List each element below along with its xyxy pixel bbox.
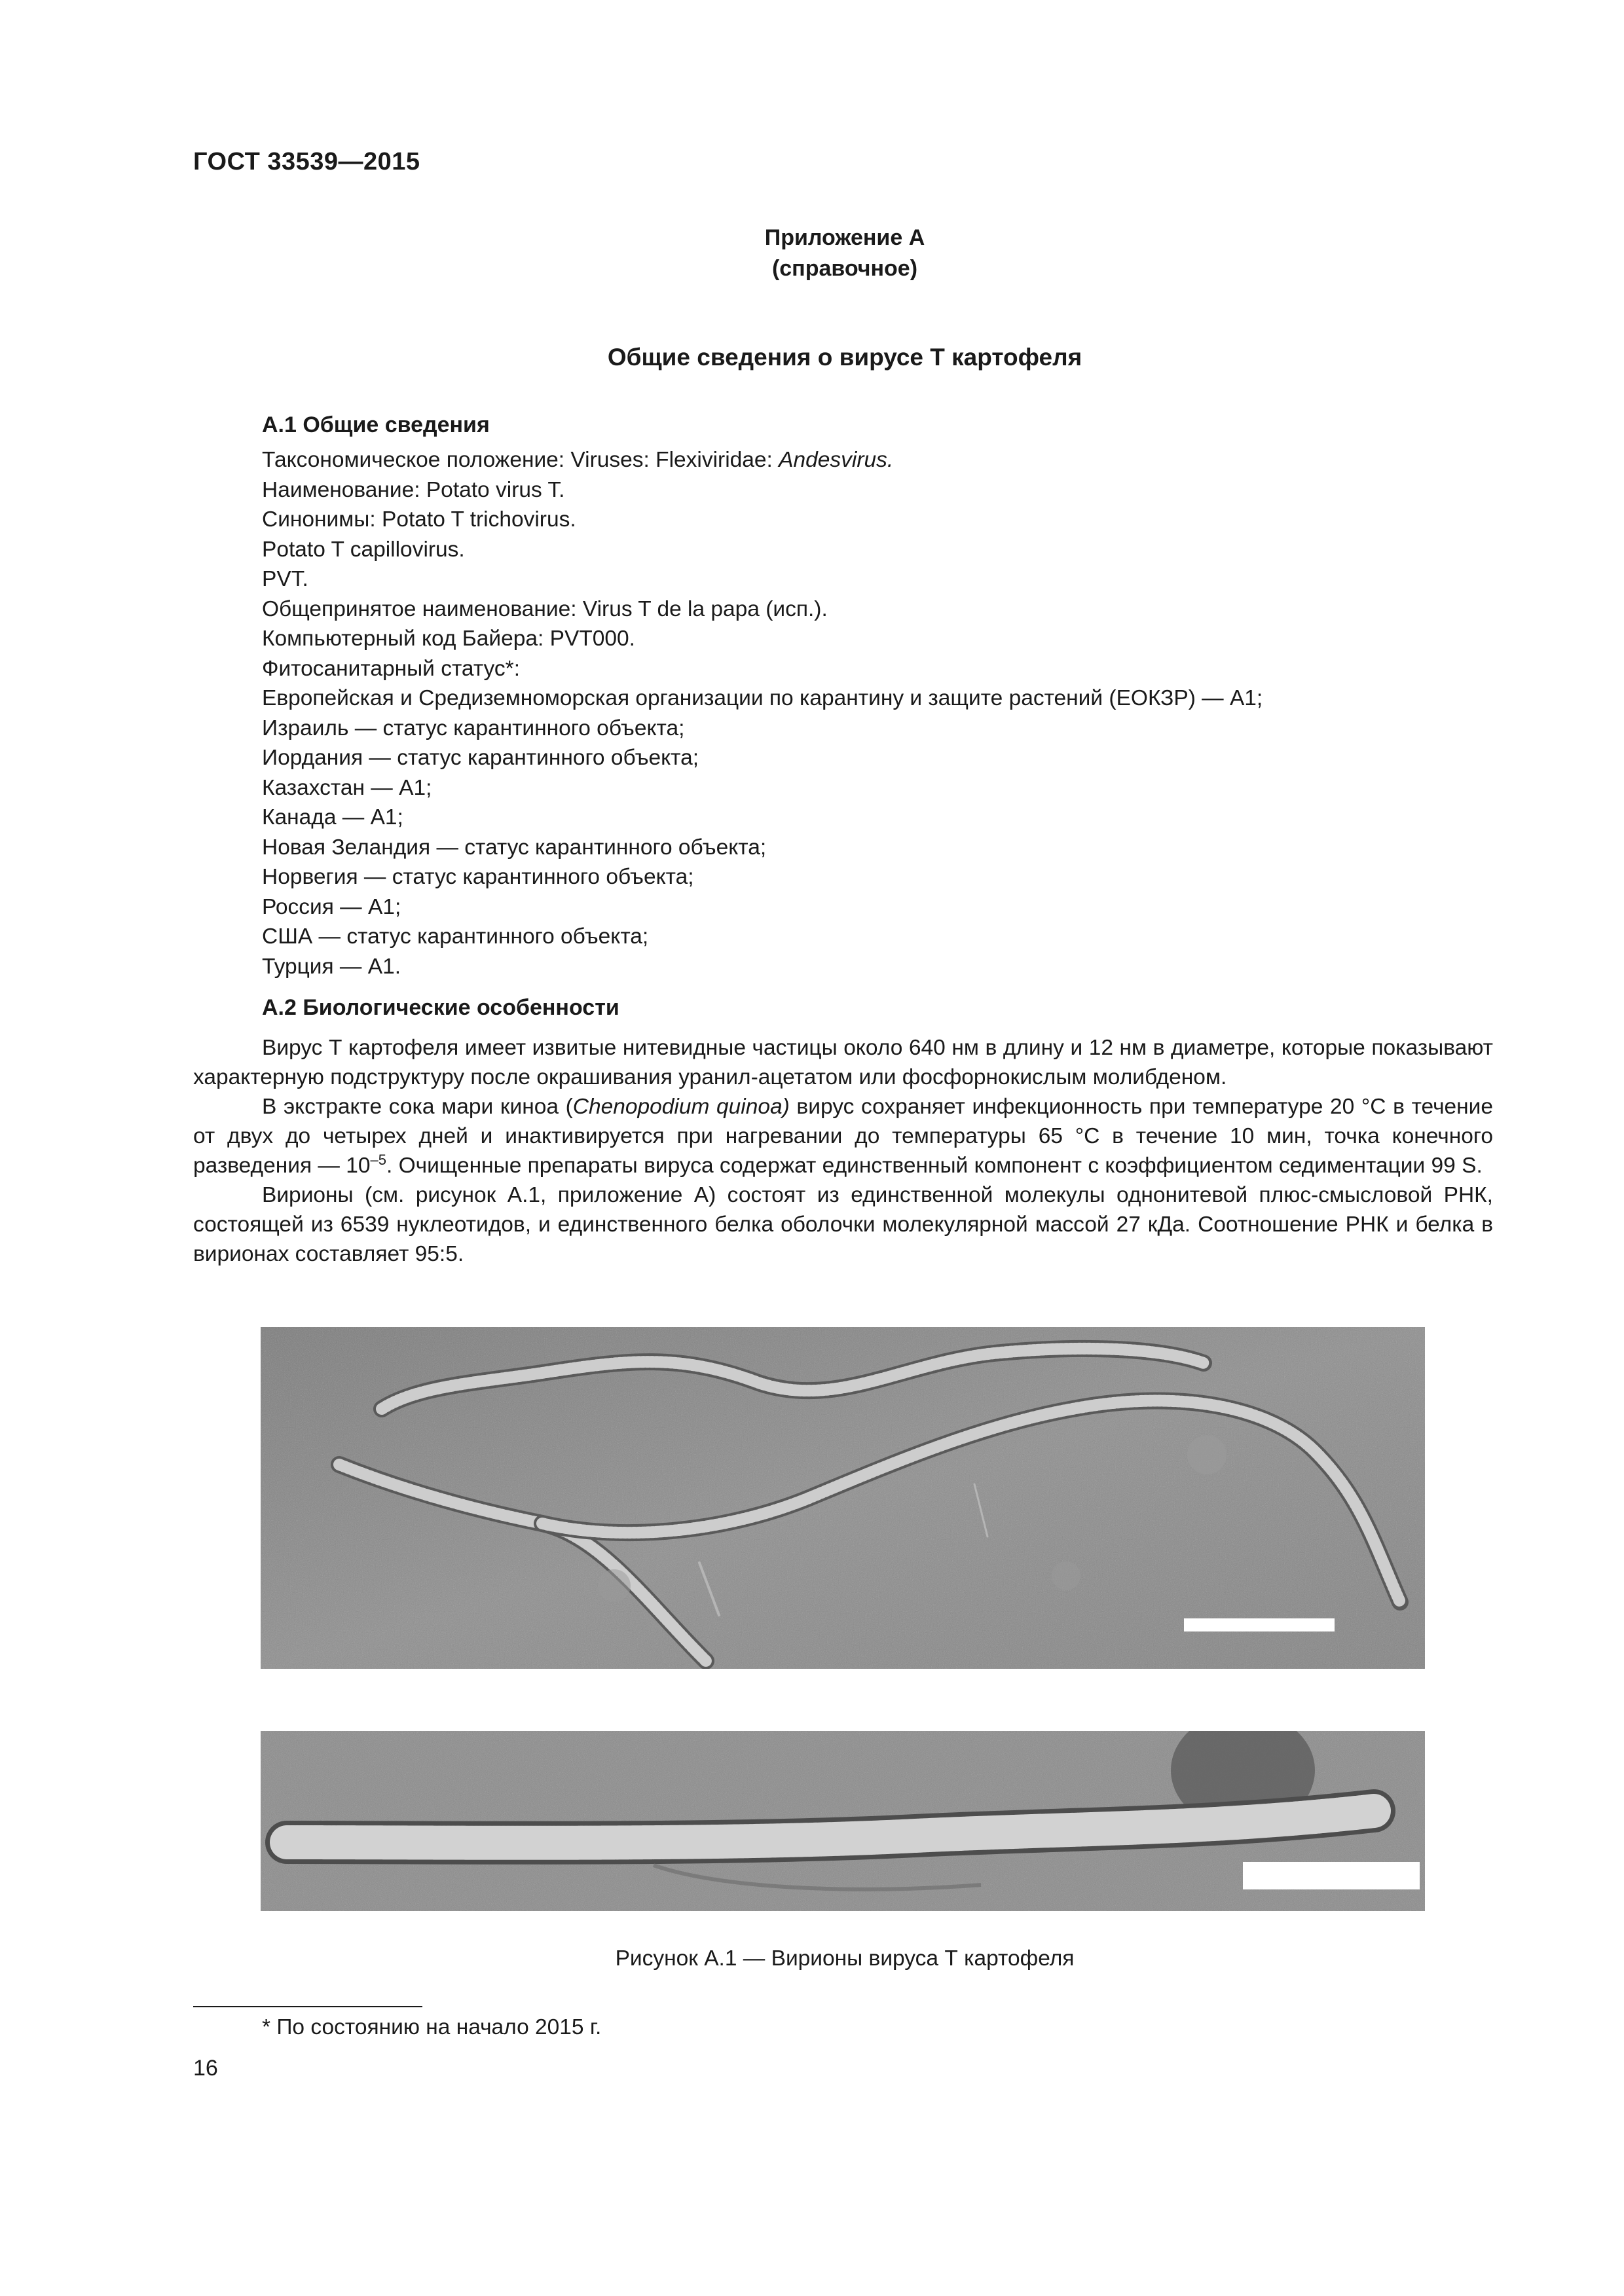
section-a1-heading: А.1 Общие сведения [262,412,490,437]
appendix-kind: (справочное) [771,256,918,281]
info-line: Наименование: Potato virus T. [262,477,565,502]
figure-caption: Рисунок А.1 — Вирионы вируса Т картофеля [615,1946,1075,1971]
info-line: Potato T capillovirus. [262,537,465,562]
paragraph-text: вирус сохраняет инфекционность при температуре 20 °С в течение от двух до четырех дней и инактивируется при нагревании до температуры 65 °С в течение 10 мин, точка конечного разведения — 10 [193,1095,1493,1178]
info-line: Общепринятое наименование: Virus T de la papa (исп.). [262,596,828,621]
info-line: Израиль — статус карантинного объекта; [262,716,685,740]
taxonomy-genus: Andesvirus. [779,448,894,472]
paragraph-text: . Очищенные препараты вируса содержат единственный компонент с коэффициентом седиментации 99 S. [386,1154,1483,1178]
info-line: Норвегия — статус карантинного объекта; [262,865,694,889]
info-line: Синонимы: Potato T trichovirus. [262,507,576,532]
paragraph-text: В экстракте сока мари киноа ( [262,1095,573,1119]
section-a1-body [262,445,1263,981]
info-line: Европейская и Средиземноморская организации по карантину и защите растений (ЕОКЗР) — А1; [262,686,1263,710]
info-line: Казахстан — А1; [262,775,432,800]
species-name: Chenopodium quinoa) [572,1095,790,1119]
micrograph-bottom-image [261,1731,1425,1911]
footnote-divider [193,2006,422,2007]
scale-bar [1243,1862,1420,1889]
section-a2-body [193,1033,1493,1269]
micrograph-top-image [261,1327,1425,1669]
document-code: ГОСТ 33539—2015 [193,148,420,175]
appendix-label: Приложение А [764,225,925,250]
micrograph-bottom [261,1731,1425,1911]
info-line: Фитосанитарный статус*: [262,656,521,681]
scale-bar [1184,1618,1335,1631]
info-line: США — статус карантинного объекта; [262,924,649,949]
footnote: * По состоянию на начало 2015 г. [262,2015,602,2039]
exponent: –5 [370,1152,386,1168]
info-line: Канада — А1; [262,805,403,829]
info-line: PVT. [262,567,308,591]
appendix-title: Общие сведения о вирусе Т картофеля [607,344,1082,371]
info-line: Иордания — статус карантинного объекта; [262,746,699,770]
paragraph [193,1092,1493,1180]
appendix-heading [0,223,1624,284]
micrograph-top [261,1327,1425,1669]
page-number: 16 [193,2056,218,2081]
paragraph: Вирионы (см. рисунок А.1, приложение А) состоят из единственной молекулы однонитевой плюс-смысловой РНК, состоящей из 6539 нуклеотидов, и единственного белка оболочки молекулярной массой 27 кДа. Соотношение РНК и белка в вирионах составляет 95:5. [193,1183,1493,1266]
info-line: Россия — А1; [262,894,401,919]
info-line: Турция — А1. [262,954,401,979]
info-line: Компьютерный код Байера: PVT000. [262,627,635,651]
section-a2-heading: А.2 Биологические особенности [262,995,619,1020]
paragraph: Вирус Т картофеля имеет извитые нитевидные частицы около 640 нм в длину и 12 нм в диаметре, которые показывают характерную подструктуру после окрашивания уранил-ацетатом или фосфорнокислым молибденом. [193,1036,1493,1089]
taxonomy-line [262,445,1263,475]
info-line: Новая Зеландия — статус карантинного объекта; [262,835,767,860]
taxonomy-label: Таксономическое положение: Viruses: Flexiviridae: [262,448,779,472]
